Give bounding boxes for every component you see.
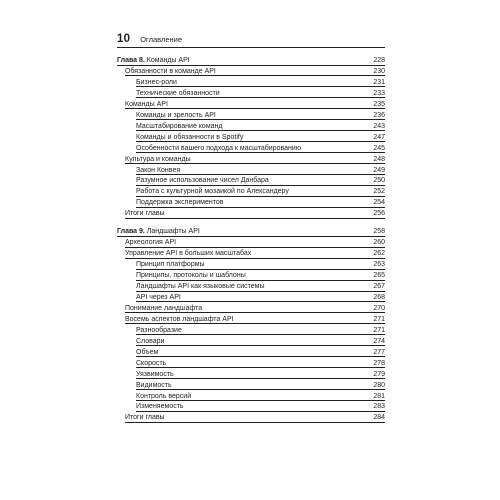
toc-page-number: 258 [373, 228, 385, 236]
toc-chapter-entry [117, 55, 385, 66]
chapter-number: Глава 9. [117, 228, 145, 236]
toc-page-number: 283 [373, 403, 385, 411]
toc-entry [117, 336, 385, 347]
toc-entry-title: Контроль версий [136, 392, 192, 400]
toc-entry-title: Особенности вашего подхода к масштабированию [136, 144, 302, 152]
toc-entry [117, 66, 385, 77]
toc-entry-title: Понимание ландшафта [125, 304, 203, 312]
toc-page-number: 256 [373, 210, 385, 218]
toc-page-number: 254 [373, 199, 385, 207]
toc-page-number: 263 [373, 261, 385, 269]
toc-entry-title: Видимость [136, 381, 172, 389]
toc-page-number: 235 [373, 100, 385, 108]
toc-entry [117, 77, 385, 88]
toc-page-number: 243 [373, 122, 385, 130]
toc-entry [117, 259, 385, 270]
toc-entry [117, 347, 385, 358]
toc-entry [117, 121, 385, 132]
toc-page-number: 262 [373, 250, 385, 258]
chapter-number: Глава 8. [117, 57, 145, 64]
toc-page-number: 268 [373, 293, 385, 301]
toc-page-number: 236 [373, 111, 385, 119]
toc-entry-title: Итоги главы [125, 210, 165, 218]
toc-entry-title: Культура и команды [125, 155, 191, 163]
toc-entry [117, 88, 385, 99]
toc-entry-title: Археология API [125, 239, 177, 247]
chapter-title: Ландшафты API [144, 228, 200, 236]
toc-entry-title: Разнообразие [136, 326, 182, 334]
toc-entry-title: Команды и зрелость API [136, 111, 216, 119]
toc-page-number: 281 [373, 392, 385, 400]
toc-entry-title: Восемь аспектов ландшафта API [125, 315, 234, 323]
toc-entry [117, 99, 385, 110]
toc-page-number: 271 [373, 315, 385, 323]
toc-page-number: 284 [373, 414, 385, 422]
toc-entry-title: Словари [136, 337, 165, 345]
toc-entry [117, 401, 385, 412]
toc-entry-title: Разумное использование чисел Данбара [136, 177, 269, 185]
toc-entry [117, 165, 385, 176]
toc-chapter-entry [117, 226, 385, 237]
chapter-title: Команды API [144, 57, 190, 64]
toc-entry-title: Команды API [125, 100, 168, 108]
toc-entry-title: Работа с культурной мозаикой по Александеру [136, 188, 289, 196]
toc-entry-title: API через API [136, 293, 181, 301]
toc-page-number: 277 [373, 348, 385, 356]
toc-entry [117, 358, 385, 369]
toc-page-number: 274 [373, 337, 385, 345]
toc-entry [117, 175, 385, 186]
page-number: 10 [117, 33, 131, 45]
toc-entry [117, 186, 385, 197]
toc-entry-title: Объем [136, 348, 159, 356]
toc-entry [117, 303, 385, 314]
toc-entry [117, 197, 385, 208]
toc-entry-title: Управление API в больших масштабах [125, 250, 252, 258]
toc-entry [117, 208, 385, 219]
toc-entry-title: Принцип платформы [136, 261, 205, 269]
toc-entry-title: Масштабирование команд [136, 122, 223, 130]
toc-entry-title: Технические обязанности [136, 89, 220, 97]
toc-page-number: 278 [373, 359, 385, 367]
toc-page-number: 231 [373, 78, 385, 86]
toc-entry [117, 369, 385, 380]
toc-page-number: 249 [373, 166, 385, 174]
toc-page-number: 245 [373, 144, 385, 152]
toc-entry [117, 237, 385, 248]
toc-entry-title: Команды и обязанности в Spotify [136, 133, 244, 141]
toc-entry-title: Уязвимость [136, 370, 174, 378]
toc-entry-title: Обязанности в команде API [125, 67, 216, 75]
toc-page-number: 265 [373, 272, 385, 280]
toc-entry-title: Закон Конвея [136, 166, 181, 174]
toc-page-number: 260 [373, 239, 385, 247]
toc-entry-title: Итоги главы [125, 414, 165, 422]
toc-entry [117, 154, 385, 165]
toc-entry-title: Принципы, протоколы и шаблоны [136, 272, 246, 280]
toc-entry [117, 110, 385, 121]
toc-entry [117, 391, 385, 402]
toc-entry-title: Изменяемость [136, 403, 184, 411]
toc-page-number: 250 [373, 177, 385, 185]
toc-entry [117, 325, 385, 336]
toc-entry [117, 292, 385, 303]
toc-entry [117, 143, 385, 154]
toc-page-number: 267 [373, 283, 385, 290]
toc-entry [117, 132, 385, 143]
toc-entry [117, 248, 385, 259]
toc-entry-title: Скорость [136, 359, 167, 367]
toc-page-number: 271 [373, 326, 385, 334]
running-header [117, 31, 384, 45]
toc-entry [117, 281, 385, 292]
toc-entry-title [117, 55, 190, 66]
toc-page-number: 279 [373, 370, 385, 378]
toc-entry-title [117, 226, 200, 237]
toc-entry [117, 412, 385, 423]
toc-page-number: 233 [373, 89, 385, 97]
header-title: Оглавление [140, 35, 183, 44]
toc-entry-title: Ландшафты API как языковые системы [136, 283, 265, 290]
toc-page-number: 230 [373, 67, 385, 75]
toc-page-number: 228 [373, 57, 385, 64]
toc-page-number: 248 [373, 155, 385, 163]
toc-page-number: 247 [373, 133, 385, 141]
toc-entry [117, 270, 385, 281]
toc-entry [117, 314, 385, 325]
header-rule [117, 47, 385, 48]
toc-page-number: 270 [373, 304, 385, 312]
toc-entry-title: Поддержка экспериментов [136, 199, 224, 207]
toc-entry [117, 380, 385, 391]
toc-entry-title: Бизнес-роли [136, 78, 177, 86]
toc-page-number: 280 [373, 381, 385, 389]
toc-page-number: 252 [373, 188, 385, 196]
